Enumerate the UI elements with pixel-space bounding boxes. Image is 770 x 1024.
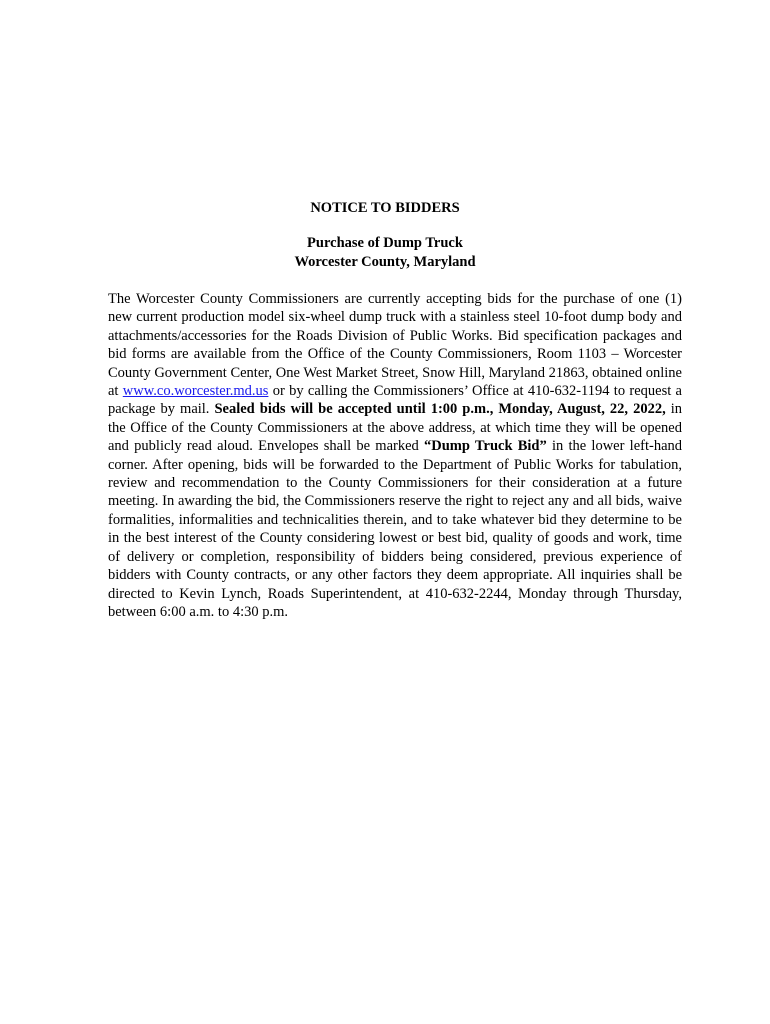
body-text-segment: in the lower left-hand corner. After opening, bids will be forwarded to the Department of Public Works for tabulation, review and recommendation to the County Commissioners for their consideration at a future meeting. In awarding the bid, the Commissioners reserve the right to reject any and all bids, waive formalities, informalities and technicalities therein, and to take whatever bid they determine to be in the best interest of the County considering lowest or best bid, quality of goods and work, time of delivery or completion, responsibility of bidders being considered, previous experience of bidders with County contracts, or any other factors they deem appropriate. All inquiries shall be directed to Kevin Lynch, Roads Superintendent, at 410-632-2244, Monday through Thursday, between 6:00 a.m. to 4:30 p.m. <box>108 438 682 620</box>
body-text-segment: or by calling the Commissioners’ Office at 410-632-1194 to request a package by mail. <box>108 383 682 418</box>
subtitle-line-2: Worcester County, Maryland <box>294 254 476 270</box>
notice-title: NOTICE TO BIDDERS <box>310 200 460 216</box>
body-text-segment: in the Office of the County Commissioners at the above address, at which time they will be opened and publicly read aloud. Envelopes shall be marked <box>108 401 683 455</box>
subtitle-line-1: Purchase of Dump Truck <box>307 235 463 251</box>
county-website-link[interactable]: www.co.worcester.md.us <box>122 383 269 400</box>
envelope-marking-bold: “Dump Truck Bid” <box>424 438 547 455</box>
body-text-segment: The Worcester County Commissioners are currently accepting bids for the purchase of one (1) new current production model six-wheel dump truck with a stainless steel 10-foot dump body and attachments/accessories for the Roads Division of Public Works. Bid specification packages and bid forms are available from the Office of the County Commissioners, Room 1103 – Worcester County Government Center, One West Market Street, Snow Hill, Maryland 21863, obtained online at <box>108 291 682 400</box>
bid-deadline-bold: Sealed bids will be accepted until 1:00 p.m., Monday, August, 22, 2022, <box>214 401 666 418</box>
notice-body <box>108 290 682 621</box>
